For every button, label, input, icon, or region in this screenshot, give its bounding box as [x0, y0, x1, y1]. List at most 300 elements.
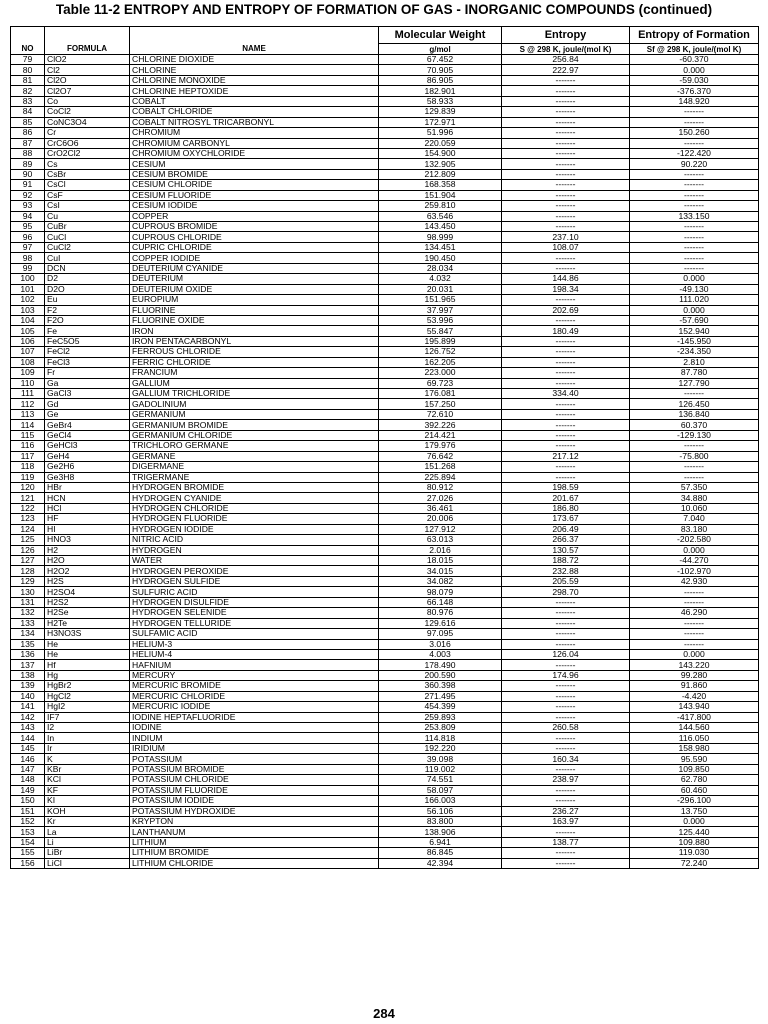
cell-entropy: 222.97: [502, 65, 630, 75]
cell-entropy: 108.07: [502, 242, 630, 252]
cell-entropy-of-formation: -129.130: [630, 430, 759, 440]
table-row: [11, 315, 759, 325]
cell-no: 148: [11, 775, 45, 785]
header-sf-unit: Sf @ 298 K, joule/(mol K): [630, 44, 759, 55]
cell-formula: Ga: [45, 378, 130, 388]
cell-name: FLUORINE: [130, 305, 379, 315]
cell-name: CESIUM CHLORIDE: [130, 180, 379, 190]
cell-entropy-of-formation: -------: [630, 472, 759, 482]
table-row: [11, 451, 759, 461]
cell-formula: H2O: [45, 556, 130, 566]
cell-name: COBALT NITROSYL TRICARBONYL: [130, 117, 379, 127]
cell-molecular-weight: 58.933: [379, 96, 502, 106]
cell-entropy: -------: [502, 357, 630, 367]
table-row: [11, 75, 759, 85]
cell-molecular-weight: 360.398: [379, 681, 502, 691]
cell-entropy: -------: [502, 190, 630, 200]
cell-name: CHLORINE DIOXIDE: [130, 55, 379, 65]
cell-entropy-of-formation: -102.970: [630, 566, 759, 576]
cell-molecular-weight: 28.034: [379, 263, 502, 273]
cell-formula: Cl2O7: [45, 86, 130, 96]
cell-entropy: -------: [502, 253, 630, 263]
cell-formula: La: [45, 827, 130, 837]
cell-molecular-weight: 168.358: [379, 180, 502, 190]
cell-no: 86: [11, 128, 45, 138]
cell-entropy: -------: [502, 462, 630, 472]
cell-no: 151: [11, 806, 45, 816]
cell-name: DEUTERIUM OXIDE: [130, 284, 379, 294]
table-row: [11, 482, 759, 492]
cell-no: 122: [11, 503, 45, 513]
cell-no: 118: [11, 462, 45, 472]
cell-entropy-of-formation: 109.880: [630, 837, 759, 847]
cell-no: 91: [11, 180, 45, 190]
cell-name: COPPER: [130, 211, 379, 221]
cell-name: HYDROGEN SELENIDE: [130, 608, 379, 618]
cell-entropy: 160.34: [502, 754, 630, 764]
cell-no: 108: [11, 357, 45, 367]
cell-no: 105: [11, 326, 45, 336]
cell-no: 107: [11, 347, 45, 357]
cell-formula: HF: [45, 514, 130, 524]
cell-entropy: -------: [502, 96, 630, 106]
cell-molecular-weight: 220.059: [379, 138, 502, 148]
cell-entropy-of-formation: -------: [630, 138, 759, 148]
cell-name: CHROMIUM CARBONYL: [130, 138, 379, 148]
cell-entropy-of-formation: 46.290: [630, 608, 759, 618]
cell-no: 127: [11, 556, 45, 566]
cell-entropy-of-formation: -------: [630, 441, 759, 451]
cell-no: 132: [11, 608, 45, 618]
cell-molecular-weight: 143.450: [379, 222, 502, 232]
cell-entropy: -------: [502, 712, 630, 722]
header-entropy-of-formation: Entropy of Formation: [630, 27, 759, 44]
cell-entropy-of-formation: -49.130: [630, 284, 759, 294]
cell-molecular-weight: 86.845: [379, 848, 502, 858]
cell-molecular-weight: 129.839: [379, 107, 502, 117]
cell-formula: HI: [45, 524, 130, 534]
cell-formula: HgBr2: [45, 681, 130, 691]
cell-entropy-of-formation: -57.690: [630, 315, 759, 325]
cell-formula: HgI2: [45, 702, 130, 712]
cell-no: 155: [11, 848, 45, 858]
cell-molecular-weight: 271.495: [379, 691, 502, 701]
table-row: [11, 222, 759, 232]
cell-name: CESIUM FLUORIDE: [130, 190, 379, 200]
cell-name: TRICHLORO GERMANE: [130, 441, 379, 451]
table-row: [11, 660, 759, 670]
table-row: [11, 159, 759, 169]
header-no: NO: [11, 44, 45, 55]
table-row: [11, 211, 759, 221]
table-row: [11, 629, 759, 639]
table-row: [11, 639, 759, 649]
table-row: [11, 347, 759, 357]
cell-molecular-weight: 132.905: [379, 159, 502, 169]
cell-no: 123: [11, 514, 45, 524]
cell-molecular-weight: 56.106: [379, 806, 502, 816]
table-row: [11, 326, 759, 336]
cell-name: POTASSIUM FLUORIDE: [130, 785, 379, 795]
header-mw-unit: g/mol: [379, 44, 502, 55]
table-body: [11, 55, 759, 869]
cell-no: 83: [11, 96, 45, 106]
cell-no: 141: [11, 702, 45, 712]
cell-name: GALLIUM: [130, 378, 379, 388]
cell-name: WATER: [130, 556, 379, 566]
cell-entropy: -------: [502, 629, 630, 639]
cell-molecular-weight: 34.082: [379, 576, 502, 586]
cell-no: 93: [11, 201, 45, 211]
cell-formula: GeH4: [45, 451, 130, 461]
page-number: 284: [373, 1006, 395, 1021]
header-name: NAME: [130, 44, 379, 55]
cell-molecular-weight: 98.999: [379, 232, 502, 242]
cell-formula: Ir: [45, 743, 130, 753]
table-row: [11, 430, 759, 440]
cell-entropy: -------: [502, 107, 630, 117]
cell-molecular-weight: 74.551: [379, 775, 502, 785]
cell-molecular-weight: 97.095: [379, 629, 502, 639]
cell-molecular-weight: 63.013: [379, 535, 502, 545]
cell-entropy: -------: [502, 796, 630, 806]
cell-formula: KBr: [45, 764, 130, 774]
cell-molecular-weight: 151.904: [379, 190, 502, 200]
cell-entropy-of-formation: 143.220: [630, 660, 759, 670]
table-row: [11, 138, 759, 148]
cell-entropy-of-formation: 0.000: [630, 649, 759, 659]
cell-entropy: -------: [502, 691, 630, 701]
cell-no: 137: [11, 660, 45, 670]
cell-molecular-weight: 172.971: [379, 117, 502, 127]
cell-formula: H2Se: [45, 608, 130, 618]
header-blank-no: [11, 27, 45, 44]
cell-entropy-of-formation: -122.420: [630, 148, 759, 158]
cell-name: HYDROGEN CYANIDE: [130, 493, 379, 503]
cell-entropy-of-formation: -------: [630, 629, 759, 639]
cell-entropy: -------: [502, 827, 630, 837]
table-row: [11, 201, 759, 211]
cell-name: DEUTERIUM: [130, 274, 379, 284]
cell-formula: Kr: [45, 816, 130, 826]
cell-name: GERMANIUM: [130, 409, 379, 419]
table-row: [11, 806, 759, 816]
cell-molecular-weight: 69.723: [379, 378, 502, 388]
header-row-top: [11, 27, 759, 44]
cell-entropy: 266.37: [502, 535, 630, 545]
cell-entropy-of-formation: -------: [630, 587, 759, 597]
cell-entropy-of-formation: 136.840: [630, 409, 759, 419]
cell-formula: Eu: [45, 295, 130, 305]
table-row: [11, 712, 759, 722]
cell-formula: H3NO3S: [45, 629, 130, 639]
cell-formula: I2: [45, 723, 130, 733]
cell-formula: H2SO4: [45, 587, 130, 597]
table-row: [11, 535, 759, 545]
table-row: [11, 545, 759, 555]
cell-formula: Hg: [45, 670, 130, 680]
cell-entropy: -------: [502, 368, 630, 378]
cell-molecular-weight: 119.002: [379, 764, 502, 774]
cell-formula: FeCl3: [45, 357, 130, 367]
cell-molecular-weight: 129.616: [379, 618, 502, 628]
table-row: [11, 389, 759, 399]
cell-entropy-of-formation: 7.040: [630, 514, 759, 524]
table-row: [11, 566, 759, 576]
table-row: [11, 242, 759, 252]
cell-entropy: 186.80: [502, 503, 630, 513]
cell-entropy: -------: [502, 420, 630, 430]
cell-no: 90: [11, 169, 45, 179]
cell-molecular-weight: 4.003: [379, 649, 502, 659]
cell-name: HYDROGEN: [130, 545, 379, 555]
cell-formula: ClO2: [45, 55, 130, 65]
table-row: [11, 295, 759, 305]
cell-name: POTASSIUM: [130, 754, 379, 764]
cell-entropy-of-formation: 72.240: [630, 858, 759, 868]
cell-no: 114: [11, 420, 45, 430]
cell-entropy-of-formation: -------: [630, 462, 759, 472]
cell-formula: He: [45, 639, 130, 649]
cell-molecular-weight: 195.899: [379, 336, 502, 346]
cell-molecular-weight: 20.031: [379, 284, 502, 294]
cell-entropy: 232.88: [502, 566, 630, 576]
cell-name: CHROMIUM: [130, 128, 379, 138]
cell-name: CESIUM IODIDE: [130, 201, 379, 211]
cell-no: 99: [11, 263, 45, 273]
cell-no: 109: [11, 368, 45, 378]
cell-name: HELIUM-3: [130, 639, 379, 649]
cell-molecular-weight: 212.809: [379, 169, 502, 179]
cell-molecular-weight: 126.752: [379, 347, 502, 357]
cell-entropy: -------: [502, 148, 630, 158]
cell-entropy: 206.49: [502, 524, 630, 534]
table-row: [11, 441, 759, 451]
cell-molecular-weight: 214.421: [379, 430, 502, 440]
cell-entropy-of-formation: -------: [630, 597, 759, 607]
cell-no: 140: [11, 691, 45, 701]
cell-entropy-of-formation: 87.780: [630, 368, 759, 378]
cell-formula: F2O: [45, 315, 130, 325]
cell-molecular-weight: 51.996: [379, 128, 502, 138]
cell-formula: Cu: [45, 211, 130, 221]
cell-entropy: -------: [502, 159, 630, 169]
table-row: [11, 148, 759, 158]
cell-molecular-weight: 83.800: [379, 816, 502, 826]
cell-name: HELIUM-4: [130, 649, 379, 659]
cell-entropy: 126.04: [502, 649, 630, 659]
cell-entropy-of-formation: 0.000: [630, 65, 759, 75]
cell-entropy: 237.10: [502, 232, 630, 242]
cell-name: LANTHANUM: [130, 827, 379, 837]
cell-formula: CsI: [45, 201, 130, 211]
cell-no: 138: [11, 670, 45, 680]
cell-formula: Ge3H8: [45, 472, 130, 482]
cell-molecular-weight: 162.205: [379, 357, 502, 367]
header-blank-formula: [45, 27, 130, 44]
cell-formula: F2: [45, 305, 130, 315]
table-row: [11, 514, 759, 524]
cell-entropy-of-formation: -------: [630, 263, 759, 273]
table-row: [11, 858, 759, 868]
cell-entropy: -------: [502, 409, 630, 419]
cell-entropy-of-formation: 0.000: [630, 305, 759, 315]
cell-entropy-of-formation: -4.420: [630, 691, 759, 701]
header-entropy-unit: S @ 298 K, joule/(mol K): [502, 44, 630, 55]
cell-formula: CuCl2: [45, 242, 130, 252]
cell-entropy-of-formation: 150.260: [630, 128, 759, 138]
cell-formula: Cl2: [45, 65, 130, 75]
table-row: [11, 775, 759, 785]
table-row: [11, 743, 759, 753]
cell-molecular-weight: 58.097: [379, 785, 502, 795]
table-row: [11, 107, 759, 117]
cell-no: 102: [11, 295, 45, 305]
cell-name: HYDROGEN PEROXIDE: [130, 566, 379, 576]
cell-entropy-of-formation: -------: [630, 389, 759, 399]
cell-formula: Cr: [45, 128, 130, 138]
cell-molecular-weight: 86.905: [379, 75, 502, 85]
table-row: [11, 472, 759, 482]
cell-no: 142: [11, 712, 45, 722]
cell-entropy: 238.97: [502, 775, 630, 785]
cell-no: 111: [11, 389, 45, 399]
cell-molecular-weight: 2.016: [379, 545, 502, 555]
cell-entropy: 256.84: [502, 55, 630, 65]
cell-entropy: -------: [502, 597, 630, 607]
cell-name: HYDROGEN FLUORIDE: [130, 514, 379, 524]
table-row: [11, 96, 759, 106]
cell-entropy: 138.77: [502, 837, 630, 847]
cell-formula: LiCl: [45, 858, 130, 868]
cell-entropy: 217.12: [502, 451, 630, 461]
cell-no: 133: [11, 618, 45, 628]
cell-entropy: -------: [502, 639, 630, 649]
cell-formula: H2: [45, 545, 130, 555]
cell-entropy: -------: [502, 660, 630, 670]
cell-formula: HCl: [45, 503, 130, 513]
table-row: [11, 253, 759, 263]
cell-entropy-of-formation: -60.370: [630, 55, 759, 65]
cell-molecular-weight: 72.610: [379, 409, 502, 419]
cell-no: 80: [11, 65, 45, 75]
cell-entropy-of-formation: 116.050: [630, 733, 759, 743]
cell-name: CUPRIC CHLORIDE: [130, 242, 379, 252]
cell-no: 87: [11, 138, 45, 148]
cell-entropy-of-formation: -------: [630, 107, 759, 117]
cell-entropy-of-formation: -------: [630, 180, 759, 190]
cell-entropy-of-formation: -------: [630, 169, 759, 179]
cell-name: CUPROUS BROMIDE: [130, 222, 379, 232]
cell-no: 124: [11, 524, 45, 534]
cell-name: CESIUM BROMIDE: [130, 169, 379, 179]
cell-molecular-weight: 66.148: [379, 597, 502, 607]
cell-entropy-of-formation: 143.940: [630, 702, 759, 712]
cell-entropy: -------: [502, 222, 630, 232]
cell-name: FERRIC CHLORIDE: [130, 357, 379, 367]
cell-molecular-weight: 53.996: [379, 315, 502, 325]
cell-entropy-of-formation: 109.850: [630, 764, 759, 774]
cell-formula: Hf: [45, 660, 130, 670]
table-row: [11, 524, 759, 534]
table-row: [11, 117, 759, 127]
cell-entropy: 130.57: [502, 545, 630, 555]
cell-entropy: -------: [502, 785, 630, 795]
cell-formula: Gd: [45, 399, 130, 409]
table-row: [11, 190, 759, 200]
cell-formula: HCN: [45, 493, 130, 503]
cell-molecular-weight: 138.906: [379, 827, 502, 837]
cell-name: DEUTERIUM CYANIDE: [130, 263, 379, 273]
cell-entropy-of-formation: 127.790: [630, 378, 759, 388]
cell-no: 129: [11, 576, 45, 586]
cell-formula: FeC5O5: [45, 336, 130, 346]
cell-formula: Fr: [45, 368, 130, 378]
header-blank-name: [130, 27, 379, 44]
cell-name: HYDROGEN DISULFIDE: [130, 597, 379, 607]
cell-entropy-of-formation: 10.060: [630, 503, 759, 513]
cell-entropy-of-formation: 133.150: [630, 211, 759, 221]
cell-molecular-weight: 80.976: [379, 608, 502, 618]
cell-entropy-of-formation: -------: [630, 618, 759, 628]
table-row: [11, 796, 759, 806]
cell-formula: Cs: [45, 159, 130, 169]
cell-no: 115: [11, 430, 45, 440]
cell-name: POTASSIUM CHLORIDE: [130, 775, 379, 785]
cell-entropy-of-formation: -------: [630, 117, 759, 127]
cell-molecular-weight: 200.590: [379, 670, 502, 680]
cell-name: MERCURIC BROMIDE: [130, 681, 379, 691]
cell-no: 97: [11, 242, 45, 252]
cell-formula: CsBr: [45, 169, 130, 179]
cell-name: POTASSIUM HYDROXIDE: [130, 806, 379, 816]
cell-name: HYDROGEN SULFIDE: [130, 576, 379, 586]
header-formula: FORMULA: [45, 44, 130, 55]
cell-no: 156: [11, 858, 45, 868]
table-row: [11, 128, 759, 138]
cell-entropy-of-formation: 126.450: [630, 399, 759, 409]
cell-no: 117: [11, 451, 45, 461]
cell-molecular-weight: 454.399: [379, 702, 502, 712]
cell-molecular-weight: 34.015: [379, 566, 502, 576]
cell-molecular-weight: 6.941: [379, 837, 502, 847]
cell-molecular-weight: 42.394: [379, 858, 502, 868]
cell-formula: KOH: [45, 806, 130, 816]
cell-entropy: 298.70: [502, 587, 630, 597]
cell-entropy: 174.96: [502, 670, 630, 680]
cell-entropy-of-formation: -------: [630, 222, 759, 232]
cell-formula: GeHCl3: [45, 441, 130, 451]
cell-no: 153: [11, 827, 45, 837]
cell-entropy: -------: [502, 263, 630, 273]
table-row: [11, 284, 759, 294]
cell-entropy-of-formation: 125.440: [630, 827, 759, 837]
cell-molecular-weight: 225.894: [379, 472, 502, 482]
cell-no: 84: [11, 107, 45, 117]
cell-entropy: -------: [502, 211, 630, 221]
cell-formula: K: [45, 754, 130, 764]
cell-entropy-of-formation: 2.810: [630, 357, 759, 367]
cell-entropy-of-formation: 99.280: [630, 670, 759, 680]
cell-formula: HBr: [45, 482, 130, 492]
table-row: [11, 723, 759, 733]
cell-no: 100: [11, 274, 45, 284]
cell-molecular-weight: 114.818: [379, 733, 502, 743]
cell-entropy-of-formation: -------: [630, 253, 759, 263]
table-row: [11, 618, 759, 628]
cell-entropy: -------: [502, 378, 630, 388]
cell-no: 92: [11, 190, 45, 200]
